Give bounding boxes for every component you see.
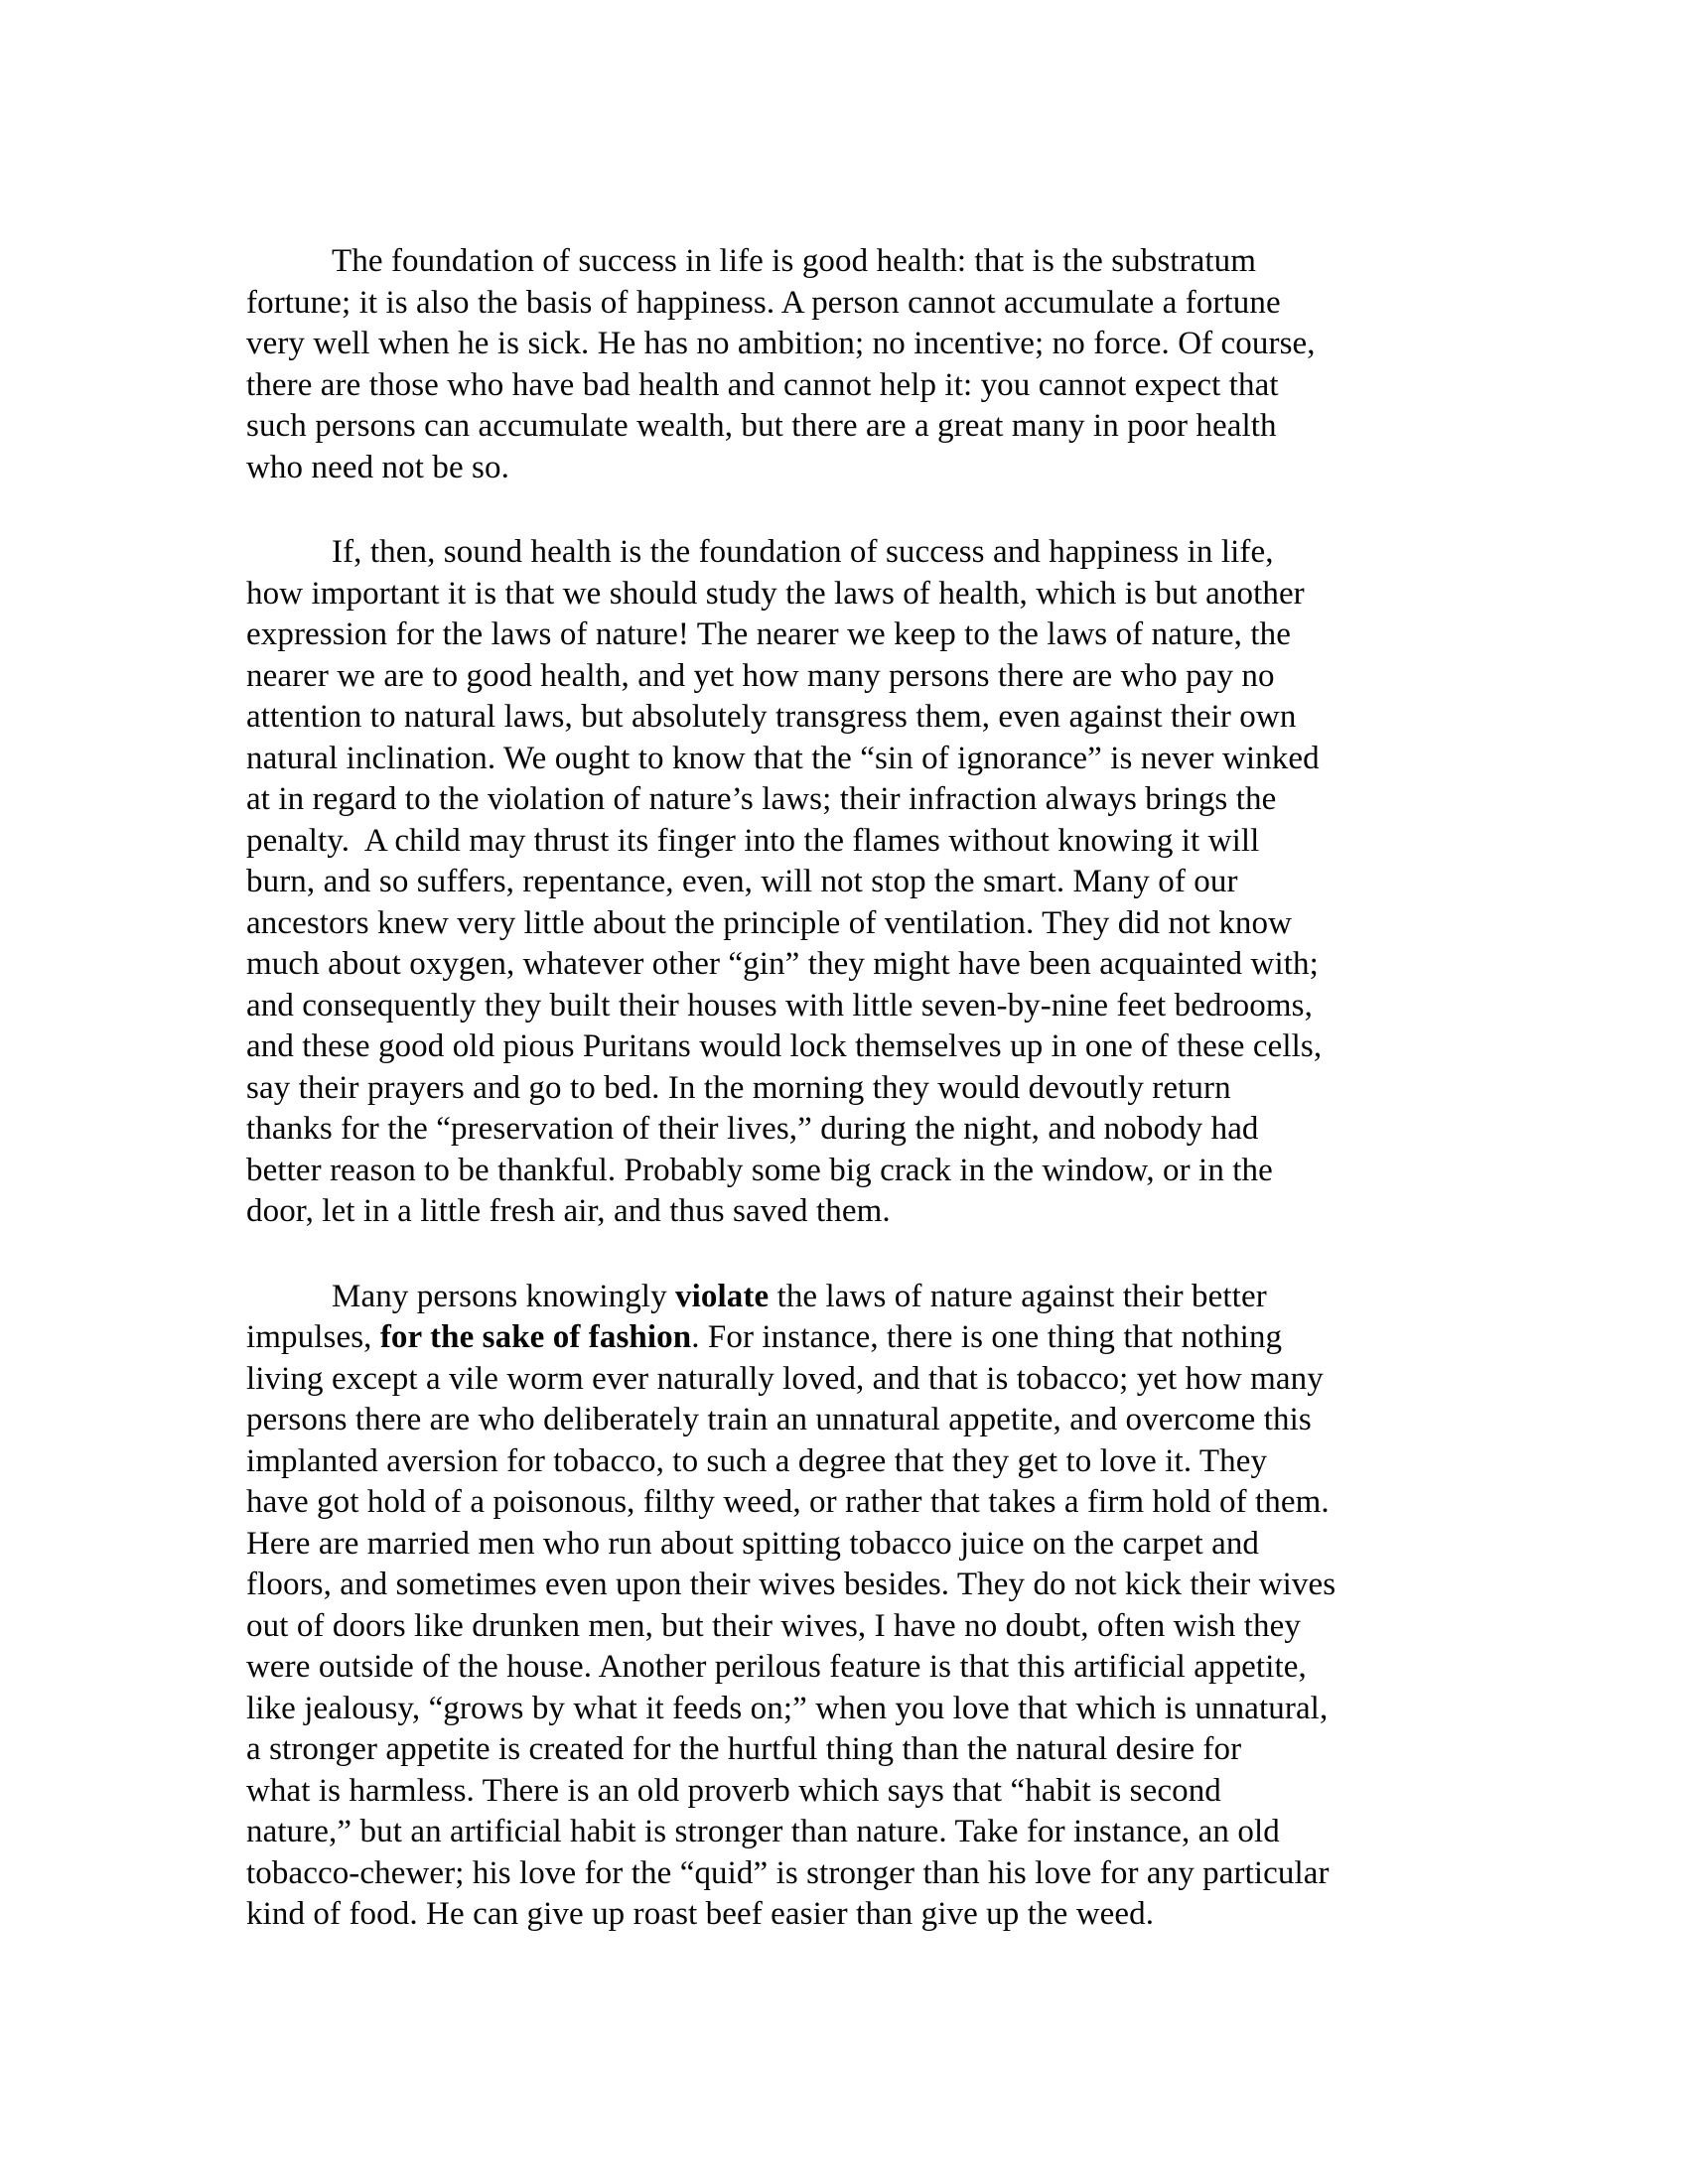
- paragraph: [246, 1277, 1537, 1936]
- text-segment: Here are married men who run about spitting tobacco juice on the carpet and: [246, 1525, 1260, 1562]
- text-line: [246, 574, 1537, 615]
- paragraph: [246, 532, 1537, 1233]
- text-segment: The foundation of success in life is good health: that is the substratum: [332, 243, 1257, 279]
- text-segment: door, let in a little fresh air, and thus saved them.: [246, 1193, 891, 1229]
- text-segment: such persons can accumulate wealth, but there are a great many in poor health: [246, 408, 1277, 444]
- text-line: [246, 1441, 1537, 1483]
- text-segment: fortune; it is also the basis of happiness. A person cannot accumulate a fortune: [246, 284, 1281, 321]
- text-line: [246, 1647, 1537, 1689]
- text-line: [246, 697, 1537, 739]
- text-segment: floors, and sometimes even upon their wives besides. They do not kick their wives: [246, 1567, 1336, 1602]
- text-line: [246, 1565, 1537, 1606]
- text-line: [246, 903, 1537, 945]
- text-segment: were outside of the house. Another perilous feature is that this artificial appetite,: [246, 1649, 1307, 1685]
- document-body: [246, 241, 1537, 1936]
- text-segment: what is harmless. There is an old proverb which says that “habit is second: [246, 1772, 1221, 1809]
- text-segment: living except a vile worm ever naturally loved, and that is tobacco; yet how many: [246, 1360, 1324, 1397]
- text-line: [246, 1068, 1537, 1110]
- text-segment: penalty. A child may thrust its finger into the flames without knowing it will: [246, 822, 1260, 859]
- text-line: [246, 1277, 1537, 1318]
- text-segment: If, then, sound health is the foundation of success and happiness in life,: [332, 534, 1274, 570]
- text-segment: better reason to be thankful. Probably some big crack in the window, or in the: [246, 1152, 1273, 1188]
- text-line: [246, 1482, 1537, 1524]
- text-segment: kind of food. He can give up roast beef easier than give up the weed.: [246, 1896, 1155, 1932]
- text-segment: expression for the laws of nature! The nearer we keep to the laws of nature, the: [246, 616, 1291, 652]
- text-line: [246, 821, 1537, 863]
- text-segment: much about oxygen, whatever other “gin” they might have been acquainted with;: [246, 946, 1319, 982]
- text-segment: natural inclination. We ought to know that the “sin of ignorance” is never winked: [246, 740, 1320, 776]
- text-segment: who need not be so.: [246, 449, 509, 485]
- text-segment: the laws of nature against their better: [769, 1278, 1267, 1314]
- text-segment: and these good old pious Puritans would lock themselves up in one of these cells,: [246, 1028, 1323, 1064]
- text-line: [246, 1689, 1537, 1730]
- text-line: [246, 283, 1537, 325]
- text-line: [246, 862, 1537, 903]
- text-segment: Many persons knowingly: [332, 1278, 676, 1314]
- text-segment: burn, and so suffers, repentance, even, will not stop the smart. Many of our: [246, 864, 1238, 899]
- text-line: [246, 1853, 1537, 1895]
- text-segment: like jealousy, “grows by what it feeds on;” when you love that which is unnatural,: [246, 1690, 1329, 1726]
- text-segment: out of doors like drunken men, but their wives, I have no doubt, often wish they: [246, 1607, 1301, 1644]
- text-line: [246, 1109, 1537, 1151]
- text-line: [246, 1026, 1537, 1068]
- text-line: [246, 1317, 1537, 1359]
- text-line: [246, 1812, 1537, 1853]
- text-line: [246, 406, 1537, 448]
- text-segment: implanted aversion for tobacco, to such a degree that they get to love it. They: [246, 1442, 1268, 1479]
- text-line: [246, 1606, 1537, 1648]
- text-segment: at in regard to the violation of nature’s laws; their infraction always brings the: [246, 781, 1277, 817]
- text-segment: very well when he is sick. He has no ambition; no incentive; no force. Of course,: [246, 326, 1316, 361]
- text-segment: . For instance, there is one thing that nothing: [691, 1319, 1283, 1355]
- bold-text-segment: for the sake of fashion: [379, 1319, 692, 1355]
- text-line: [246, 656, 1537, 698]
- text-line: [246, 1894, 1537, 1936]
- text-line: [246, 1359, 1537, 1401]
- text-segment: there are those who have bad health and cannot help it: you cannot expect that: [246, 366, 1279, 403]
- text-line: [246, 448, 1537, 489]
- text-line: [246, 1400, 1537, 1441]
- bold-text-segment: violate: [675, 1278, 770, 1314]
- text-segment: and consequently they built their houses with little seven-by-nine feet bedrooms,: [246, 987, 1313, 1024]
- text-line: [246, 1151, 1537, 1192]
- text-segment: say their prayers and go to bed. In the morning they would devoutly return: [246, 1069, 1231, 1106]
- text-segment: nature,” but an artificial habit is stronger than nature. Take for instance, an old: [246, 1814, 1280, 1849]
- text-segment: impulses,: [246, 1319, 380, 1355]
- text-segment: have got hold of a poisonous, filthy weed, or rather that takes a firm hold of them.: [246, 1484, 1330, 1520]
- text-line: [246, 739, 1537, 780]
- text-line: [246, 614, 1537, 656]
- text-segment: thanks for the “preservation of their lives,” during the night, and nobody had: [246, 1111, 1259, 1147]
- text-segment: ancestors knew very little about the principle of ventilation. They did not know: [246, 904, 1293, 941]
- text-line: [246, 1729, 1537, 1771]
- text-line: [246, 1771, 1537, 1813]
- text-segment: a stronger appetite is created for the hurtful thing than the natural desire for: [246, 1731, 1242, 1767]
- text-line: [246, 532, 1537, 574]
- text-line: [246, 779, 1537, 821]
- text-segment: nearer we are to good health, and yet how many persons there are who pay no: [246, 657, 1275, 694]
- text-line: [246, 944, 1537, 986]
- text-line: [246, 1524, 1537, 1566]
- text-line: [246, 1191, 1537, 1233]
- text-segment: tobacco-chewer; his love for the “quid” is stronger than his love for any particular: [246, 1854, 1330, 1891]
- text-line: [246, 365, 1537, 407]
- text-segment: how important it is that we should study the laws of health, which is but another: [246, 575, 1305, 612]
- text-line: [246, 241, 1537, 283]
- text-segment: persons there are who deliberately train an unnatural appetite, and overcome this: [246, 1402, 1312, 1437]
- paragraph: [246, 241, 1537, 488]
- text-line: [246, 986, 1537, 1027]
- text-line: [246, 324, 1537, 365]
- text-segment: attention to natural laws, but absolutely transgress them, even against their own: [246, 699, 1297, 735]
